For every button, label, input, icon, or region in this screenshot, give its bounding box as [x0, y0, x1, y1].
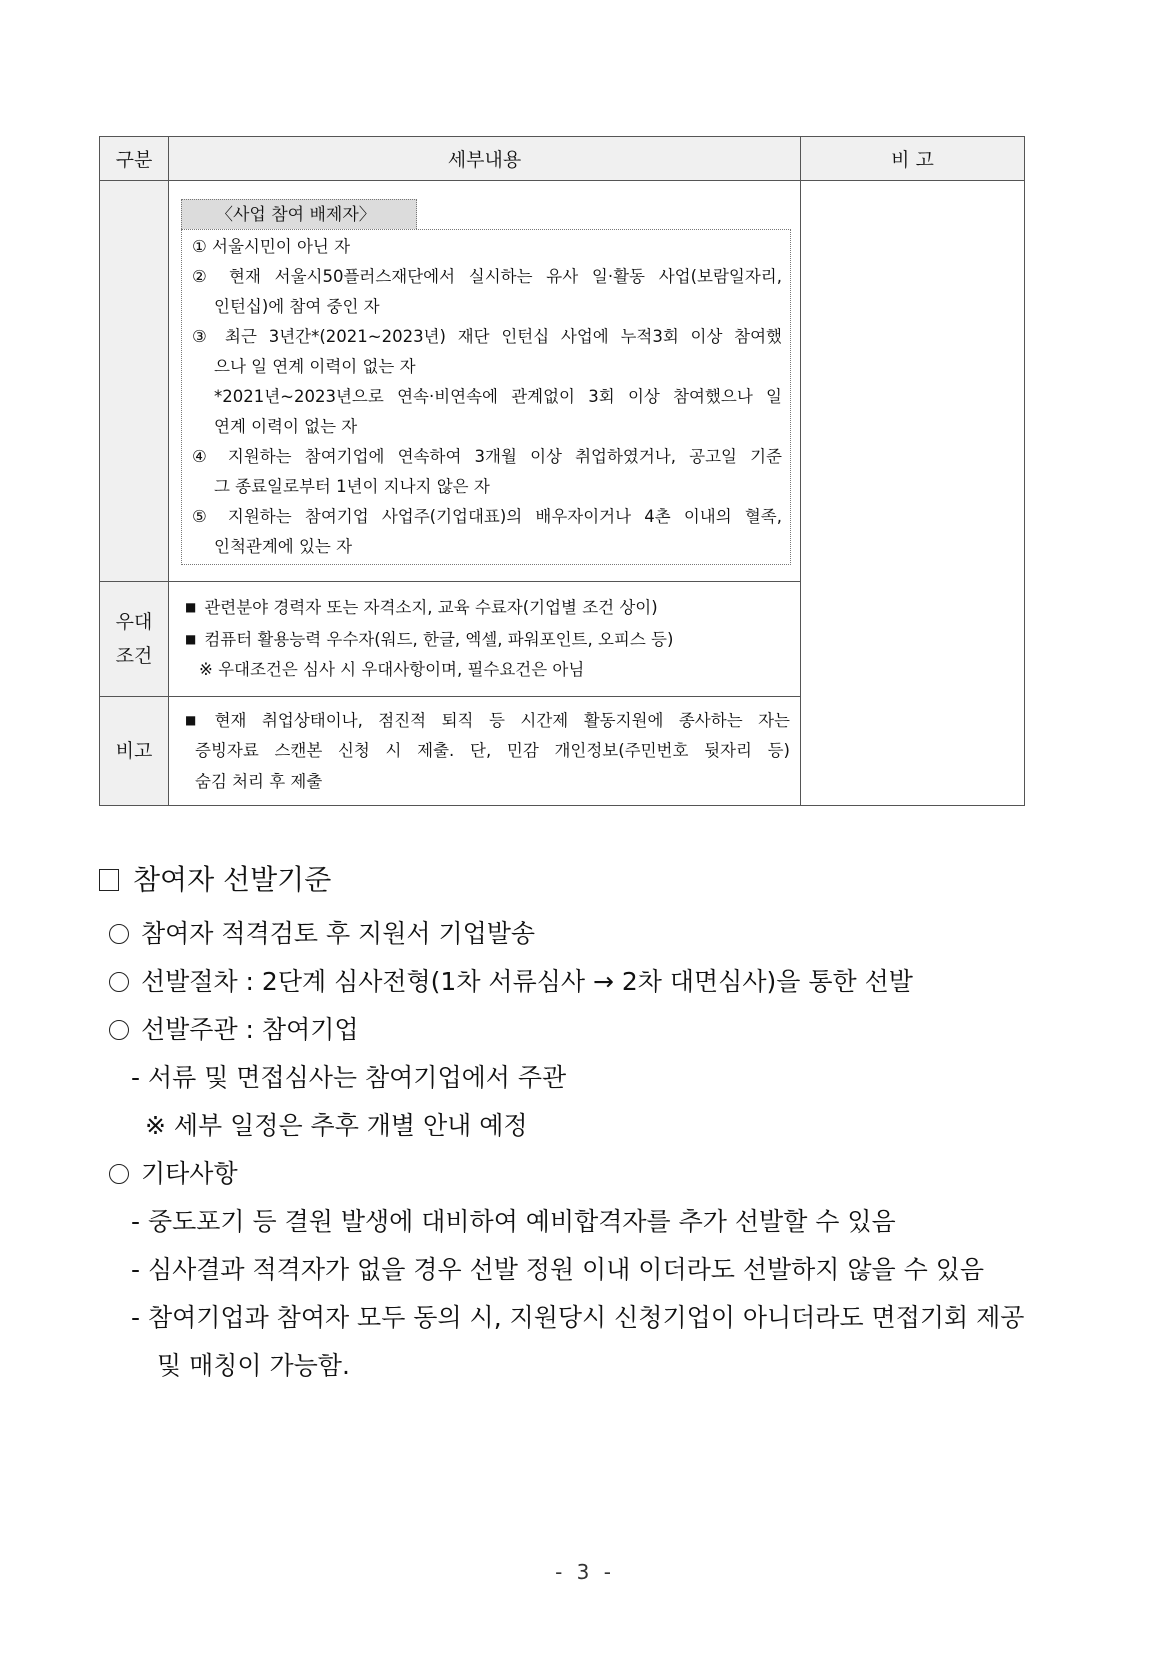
- list-item-text: 기타사항: [141, 1159, 238, 1188]
- header-category: 구분: [100, 137, 169, 181]
- exclusion-item: 인척관계에 있는 자: [214, 537, 353, 556]
- list-item: [99, 1342, 1039, 1390]
- header-detail: 세부내용: [169, 137, 801, 181]
- preference-text: 컴퓨터 활용능력 우수자(워드, 한글, 엑셀, 파워포인트, 오피스 등): [204, 629, 674, 649]
- exclusion-item: ⑤ 지원하는 참여기업 사업주(기업대표)의 배우자이거나 4촌 이내의 혈족,: [192, 507, 782, 526]
- square-bullet-icon: ■: [185, 600, 197, 614]
- list-item: [99, 1198, 1039, 1246]
- list-item: [99, 958, 1039, 1006]
- exclusion-cell: [169, 181, 801, 582]
- category-label-line1: 우대: [115, 610, 153, 633]
- list-item-text: 선발주관 : 참여기업: [141, 1015, 359, 1044]
- exclusion-item: 인턴십)에 참여 중인 자: [214, 297, 380, 316]
- table-row-exclusion: [100, 181, 1025, 582]
- circle-bullet-icon: [109, 1020, 129, 1040]
- preference-cell: [169, 582, 801, 697]
- list-item: [99, 1150, 1039, 1198]
- remarks-cell: [169, 696, 801, 806]
- exclusion-item: *2021년~2023년으로 연속·비연속에 관계없이 3회 이상 참여했으나 일: [214, 387, 782, 406]
- square-bullet-icon: ■: [185, 631, 197, 646]
- list-item: [99, 1006, 1039, 1054]
- preference-note: ※ 우대조건은 심사 시 우대사항이며, 필수요건은 아님: [199, 660, 585, 679]
- list-item: [99, 1246, 1039, 1294]
- square-box-icon: [99, 869, 119, 891]
- list-item: [99, 1102, 1039, 1150]
- circle-bullet-icon: [109, 924, 129, 944]
- category-cell-empty: [100, 181, 169, 582]
- list-item: [181, 705, 790, 737]
- circle-bullet-icon: [109, 972, 129, 992]
- remark-text: 증빙자료 스캔본 신청 시 제출. 단, 민감 개인정보(주민번호 뒷자리 등): [195, 741, 790, 760]
- exclusion-item: ④ 지원하는 참여기업에 연속하여 3개월 이상 취업하였거나, 공고일 기준: [192, 447, 782, 466]
- list-item: [99, 910, 1039, 958]
- list-item-text: - 참여기업과 참여자 모두 동의 시, 지원당시 신청기업이 아니더라도 면접기회 제공: [131, 1303, 1025, 1332]
- section-heading: [99, 860, 1039, 900]
- list-item-text: - 서류 및 면접심사는 참여기업에서 주관: [131, 1063, 567, 1092]
- exclusion-item: ② 현재 서울시50플러스재단에서 실시하는 유사 일·활동 사업(보람일자리,: [192, 267, 782, 286]
- selection-list: [99, 910, 1039, 1390]
- selection-criteria-section: [99, 860, 1039, 1390]
- exclusion-item: ③ 최근 3년간*(2021~2023년) 재단 인턴십 사업에 누적3회 이상 참여했: [192, 327, 782, 346]
- square-bullet-icon: ■: [185, 712, 207, 727]
- list-item: [99, 1054, 1039, 1102]
- note-cell: [801, 181, 1025, 806]
- exclusion-title: 〈사업 참여 배제자〉: [181, 199, 417, 229]
- remark-text: 현재 취업상태이나, 점진적 퇴직 등 시간제 활동지원에 종사하는 자는: [214, 710, 790, 730]
- list-item-text: 선발절차 : 2단계 심사전형(1차 서류심사 → 2차 대면심사)을 통한 선발: [141, 967, 913, 996]
- exclusion-item: ① 서울시민이 아닌 자: [192, 237, 351, 256]
- remark-text: 숨김 처리 후 제출: [195, 771, 323, 791]
- exclusion-item: 연계 이력이 없는 자: [214, 417, 358, 436]
- list-item-text: ※ 세부 일정은 추후 개별 안내 예정: [145, 1111, 528, 1140]
- list-item-text: - 심사결과 적격자가 없을 경우 선발 정원 이내 이더라도 선발하지 않을 수 있음: [131, 1255, 985, 1284]
- table-header-row: [100, 137, 1025, 181]
- list-item-text: 참여자 적격검토 후 지원서 기업발송: [141, 919, 536, 948]
- exclusion-list: [181, 229, 791, 565]
- list-item: [181, 592, 790, 624]
- section-title: 참여자 선발기준: [133, 863, 332, 896]
- list-item-text: - 중도포기 등 결원 발생에 대비하여 예비합격자를 추가 선발할 수 있음: [131, 1207, 896, 1236]
- exclusion-item: 그 종료일로부터 1년이 지나지 않은 자: [214, 477, 490, 496]
- category-label-line2: 조건: [115, 644, 153, 667]
- header-note: 비 고: [801, 137, 1025, 181]
- category-cell-remarks: 비고: [100, 696, 169, 806]
- circle-bullet-icon: [109, 1164, 129, 1184]
- preference-text: 관련분야 경력자 또는 자격소지, 교육 수료자(기업별 조건 상이): [204, 598, 658, 617]
- eligibility-table: [99, 136, 1025, 806]
- exclusion-item: 으나 일 연계 이력이 없는 자: [214, 357, 416, 376]
- list-item: [99, 1294, 1039, 1342]
- list-item: [181, 624, 790, 656]
- category-cell-preference: [100, 582, 169, 697]
- list-item-text: 및 매칭이 가능함.: [157, 1351, 350, 1380]
- page-number: - 3 -: [555, 1560, 615, 1584]
